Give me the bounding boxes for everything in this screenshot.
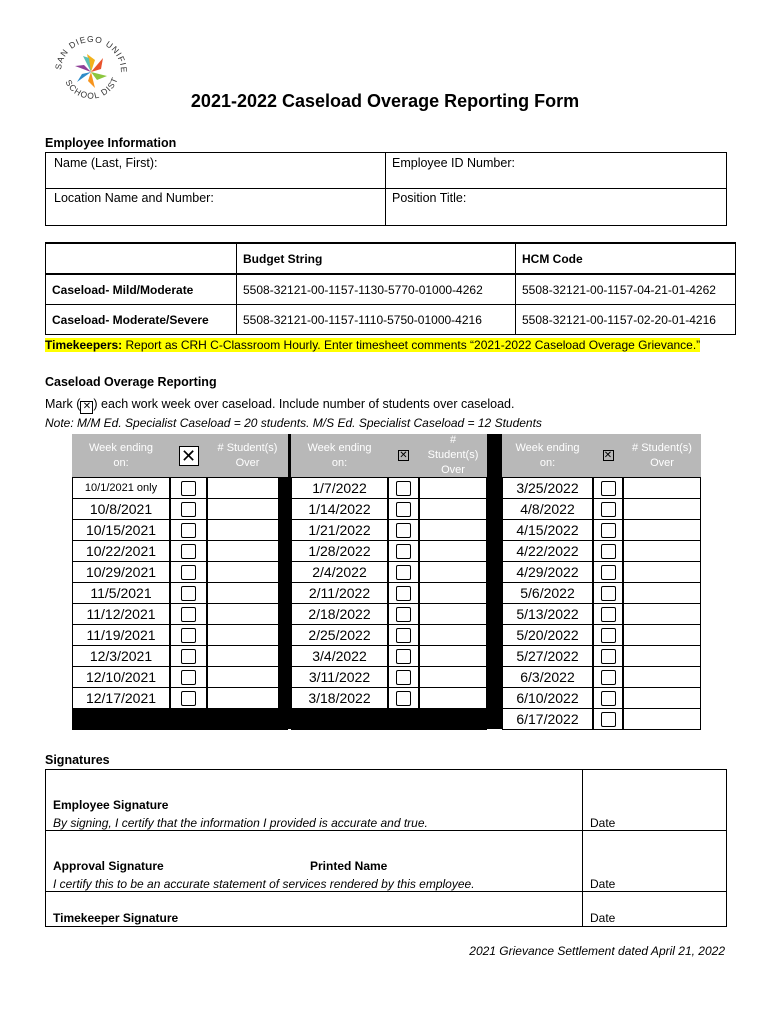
week-checkbox[interactable] xyxy=(181,628,196,643)
week-ending-date: 2/18/2022 xyxy=(291,603,388,625)
students-over-input[interactable] xyxy=(419,603,487,625)
week-checkbox[interactable] xyxy=(396,691,411,706)
week-ending-date: 6/17/2022 xyxy=(502,708,593,730)
budget-string: 5508-32121-00-1157-1110-5750-01000-4216 xyxy=(237,305,516,335)
students-over-header: # Student(s) Over xyxy=(207,434,288,477)
week-ending-header: Week ending on: xyxy=(291,434,388,477)
students-over-input[interactable] xyxy=(419,477,487,499)
week-ending-date: 12/3/2021 xyxy=(72,645,170,667)
week-check-cell xyxy=(388,519,419,541)
week-checkbox[interactable] xyxy=(396,544,411,559)
students-over-input[interactable] xyxy=(207,498,288,520)
week-ending-date: 5/6/2022 xyxy=(502,582,593,604)
table-row xyxy=(46,274,736,305)
week-check-cell xyxy=(170,519,207,541)
week-checkbox[interactable] xyxy=(396,670,411,685)
students-over-input[interactable] xyxy=(419,687,487,709)
hcm-code: 5508-32121-00-1157-02-20-01-4216 xyxy=(516,305,736,335)
week-check-cell xyxy=(593,498,623,520)
week-check-cell xyxy=(388,624,419,646)
week-ending-date: 11/5/2021 xyxy=(72,582,170,604)
week-checkbox[interactable] xyxy=(181,565,196,580)
students-over-input[interactable] xyxy=(419,666,487,688)
week-check-cell xyxy=(388,561,419,583)
week-checkbox[interactable] xyxy=(396,565,411,580)
students-over-input[interactable] xyxy=(207,561,288,583)
students-over-input[interactable] xyxy=(207,477,288,499)
blank-filler xyxy=(291,708,487,730)
week-checkbox[interactable] xyxy=(181,544,196,559)
week-checkbox[interactable] xyxy=(181,649,196,664)
budget-string: 5508-32121-00-1157-1130-5770-01000-4262 xyxy=(237,274,516,305)
caseload-note: Note: M/M Ed. Specialist Caseload = 20 students. M/S Ed. Specialist Caseload = 12 Students xyxy=(45,416,542,430)
students-over-input[interactable] xyxy=(207,603,288,625)
week-check-cell xyxy=(593,645,623,667)
mark-instruction: Mark ( ✕ ) each work week over caseload. Include number of students over caseload. xyxy=(45,397,515,412)
students-over-input[interactable] xyxy=(207,687,288,709)
svg-text:SAN DIEGO UNIFIED: SAN DIEGO UNIFIE xyxy=(53,33,130,74)
week-check-cell xyxy=(593,603,623,625)
signatures-box xyxy=(45,769,727,927)
students-over-input[interactable] xyxy=(207,645,288,667)
week-ending-date: 4/8/2022 xyxy=(502,498,593,520)
week-check-cell xyxy=(388,540,419,562)
week-ending-date: 11/19/2021 xyxy=(72,624,170,646)
footer-note: 2021 Grievance Settlement dated April 21, 2022 xyxy=(469,944,725,958)
week-ending-date: 1/28/2022 xyxy=(291,540,388,562)
week-checkbox[interactable] xyxy=(601,586,616,601)
week-checkbox[interactable] xyxy=(601,607,616,622)
students-over-input[interactable] xyxy=(623,498,701,520)
week-check-cell xyxy=(388,477,419,499)
week-ending-date: 11/12/2021 xyxy=(72,603,170,625)
week-checkbox[interactable] xyxy=(601,649,616,664)
checked-box-icon: ✕ xyxy=(80,401,93,414)
blank-filler xyxy=(72,708,288,730)
week-ending-date: 10/15/2021 xyxy=(72,519,170,541)
timekeeper-signature-label[interactable]: Timekeeper Signature xyxy=(53,911,179,925)
week-ending-date: 6/3/2022 xyxy=(502,666,593,688)
week-check-cell xyxy=(170,561,207,583)
week-checkbox[interactable] xyxy=(601,712,616,727)
approval-certification: I certify this to be an accurate statement of services rendered by this employee. xyxy=(53,877,475,891)
timekeeper-date-label[interactable]: Date xyxy=(590,911,616,925)
check-header xyxy=(593,434,623,477)
week-ending-date: 4/15/2022 xyxy=(502,519,593,541)
position-title-field[interactable]: Position Title: xyxy=(392,191,467,205)
week-check-cell xyxy=(170,603,207,625)
timekeepers-text: Report as CRH C-Classroom Hourly. Enter timesheet comments “2021-2022 Caseload Overage Grievance.” xyxy=(122,338,701,352)
students-over-input[interactable] xyxy=(623,687,701,709)
week-check-cell xyxy=(388,603,419,625)
week-checkbox[interactable] xyxy=(181,481,196,496)
week-checkbox[interactable] xyxy=(601,628,616,643)
week-checkbox[interactable] xyxy=(396,481,411,496)
week-check-cell xyxy=(170,687,207,709)
week-check-cell xyxy=(388,687,419,709)
employee-info-heading: Employee Information xyxy=(45,136,177,150)
page-title: 2021-2022 Caseload Overage Reporting Form xyxy=(190,91,580,111)
checked-box-icon: ✕ xyxy=(399,450,408,461)
week-check-cell xyxy=(593,561,623,583)
svg-text:SCHOOL DISTRICT: SCHOOL DIST xyxy=(63,75,120,101)
week-checkbox[interactable] xyxy=(601,481,616,496)
week-ending-date: 1/21/2022 xyxy=(291,519,388,541)
week-ending-date: 10/1/2021 only xyxy=(72,477,170,499)
week-checkbox[interactable] xyxy=(396,523,411,538)
check-header xyxy=(388,434,419,477)
week-checkbox[interactable] xyxy=(181,586,196,601)
week-checkbox[interactable] xyxy=(601,523,616,538)
students-over-input[interactable] xyxy=(419,645,487,667)
week-check-cell xyxy=(593,666,623,688)
separator-strip xyxy=(487,434,502,729)
week-ending-date: 10/22/2021 xyxy=(72,540,170,562)
week-checkbox[interactable] xyxy=(601,670,616,685)
week-ending-date: 5/13/2022 xyxy=(502,603,593,625)
budget-table xyxy=(45,242,736,335)
row-label: Caseload- Mild/Moderate xyxy=(46,274,237,305)
week-checkbox[interactable] xyxy=(396,628,411,643)
name-field[interactable]: Name (Last, First): xyxy=(54,156,158,170)
budget-string-header: Budget String xyxy=(237,243,516,274)
students-over-input[interactable] xyxy=(419,582,487,604)
week-check-cell xyxy=(170,624,207,646)
students-over-input[interactable] xyxy=(207,582,288,604)
students-over-input[interactable] xyxy=(623,603,701,625)
budget-header-row xyxy=(46,243,736,274)
students-over-input[interactable] xyxy=(207,624,288,646)
week-ending-date: 1/14/2022 xyxy=(291,498,388,520)
students-over-input[interactable] xyxy=(207,540,288,562)
week-ending-date: 12/17/2021 xyxy=(72,687,170,709)
week-checkbox[interactable] xyxy=(181,607,196,622)
approval-signature-label[interactable]: Approval Signature xyxy=(53,859,164,873)
timekeepers-note xyxy=(45,338,700,352)
students-over-input[interactable] xyxy=(623,624,701,646)
week-checkbox[interactable] xyxy=(181,691,196,706)
week-ending-date: 1/7/2022 xyxy=(291,477,388,499)
students-over-input[interactable] xyxy=(419,498,487,520)
reporting-heading: Caseload Overage Reporting xyxy=(45,375,217,389)
week-checkbox[interactable] xyxy=(396,586,411,601)
week-check-cell xyxy=(170,582,207,604)
hcm-code-header: HCM Code xyxy=(516,243,736,274)
students-over-input[interactable] xyxy=(419,561,487,583)
checked-box-icon: ✕ xyxy=(179,446,199,466)
check-header xyxy=(170,434,207,477)
week-ending-header: Week ending on: xyxy=(502,434,593,477)
week-check-cell xyxy=(593,477,623,499)
week-checkbox[interactable] xyxy=(181,523,196,538)
week-ending-header: Week ending on: xyxy=(72,434,170,477)
students-over-input[interactable] xyxy=(623,708,701,730)
students-over-input[interactable] xyxy=(623,582,701,604)
employee-signature-label[interactable]: Employee Signature xyxy=(53,798,169,812)
week-check-cell xyxy=(593,687,623,709)
week-check-cell xyxy=(593,540,623,562)
week-ending-date: 3/11/2022 xyxy=(291,666,388,688)
table-row xyxy=(46,305,736,335)
week-ending-date: 5/27/2022 xyxy=(502,645,593,667)
week-check-cell xyxy=(170,666,207,688)
students-over-input[interactable] xyxy=(623,645,701,667)
week-ending-date: 4/29/2022 xyxy=(502,561,593,583)
students-over-header: # Student(s) Over xyxy=(419,434,487,477)
week-check-cell xyxy=(388,666,419,688)
students-over-input[interactable] xyxy=(623,540,701,562)
week-check-cell xyxy=(170,645,207,667)
week-ending-date: 6/10/2022 xyxy=(502,687,593,709)
students-over-input[interactable] xyxy=(419,540,487,562)
week-check-cell xyxy=(593,582,623,604)
week-checkbox[interactable] xyxy=(181,670,196,685)
week-checkbox[interactable] xyxy=(396,502,411,517)
students-over-input[interactable] xyxy=(419,624,487,646)
week-ending-date: 4/22/2022 xyxy=(502,540,593,562)
row-label: Caseload- Moderate/Severe xyxy=(46,305,237,335)
week-ending-date: 3/4/2022 xyxy=(291,645,388,667)
students-over-input[interactable] xyxy=(623,666,701,688)
week-checkbox[interactable] xyxy=(601,565,616,580)
signatures-heading: Signatures xyxy=(45,753,110,767)
week-check-cell xyxy=(593,519,623,541)
week-ending-date: 2/25/2022 xyxy=(291,624,388,646)
week-check-cell xyxy=(170,540,207,562)
students-over-input[interactable] xyxy=(623,477,701,499)
location-field[interactable]: Location Name and Number: xyxy=(54,191,214,205)
week-checkbox[interactable] xyxy=(601,691,616,706)
week-check-cell xyxy=(388,498,419,520)
week-check-cell xyxy=(388,645,419,667)
week-checkbox[interactable] xyxy=(181,502,196,517)
students-over-input[interactable] xyxy=(207,519,288,541)
students-over-input[interactable] xyxy=(207,666,288,688)
week-checkbox[interactable] xyxy=(601,544,616,559)
students-over-input[interactable] xyxy=(419,519,487,541)
employee-id-field[interactable]: Employee ID Number: xyxy=(392,156,515,170)
week-ending-date: 2/4/2022 xyxy=(291,561,388,583)
week-check-cell xyxy=(388,582,419,604)
employee-date-label[interactable]: Date xyxy=(590,816,616,830)
week-ending-date: 12/10/2021 xyxy=(72,666,170,688)
students-over-input[interactable] xyxy=(623,519,701,541)
students-over-header: # Student(s) Over xyxy=(623,434,701,477)
week-ending-date: 3/18/2022 xyxy=(291,687,388,709)
printed-name-label[interactable]: Printed Name xyxy=(310,859,388,873)
timekeepers-label: Timekeepers: xyxy=(45,338,123,352)
checked-box-icon: ✕ xyxy=(603,450,613,461)
week-checkbox[interactable] xyxy=(396,649,411,664)
students-over-input[interactable] xyxy=(623,561,701,583)
employee-certification: By signing, I certify that the information I provided is accurate and true. xyxy=(53,816,428,830)
week-ending-date: 10/29/2021 xyxy=(72,561,170,583)
week-ending-date: 2/11/2022 xyxy=(291,582,388,604)
week-check-cell xyxy=(593,708,623,730)
week-checkbox[interactable] xyxy=(601,502,616,517)
week-check-cell xyxy=(170,498,207,520)
week-check-cell xyxy=(170,477,207,499)
week-check-cell xyxy=(593,624,623,646)
approval-date-label[interactable]: Date xyxy=(590,877,616,891)
week-ending-date: 3/25/2022 xyxy=(502,477,593,499)
week-ending-date: 10/8/2021 xyxy=(72,498,170,520)
week-checkbox[interactable] xyxy=(396,607,411,622)
week-ending-date: 5/20/2022 xyxy=(502,624,593,646)
hcm-code: 5508-32121-00-1157-04-21-01-4262 xyxy=(516,274,736,305)
employee-info-box xyxy=(45,152,727,226)
